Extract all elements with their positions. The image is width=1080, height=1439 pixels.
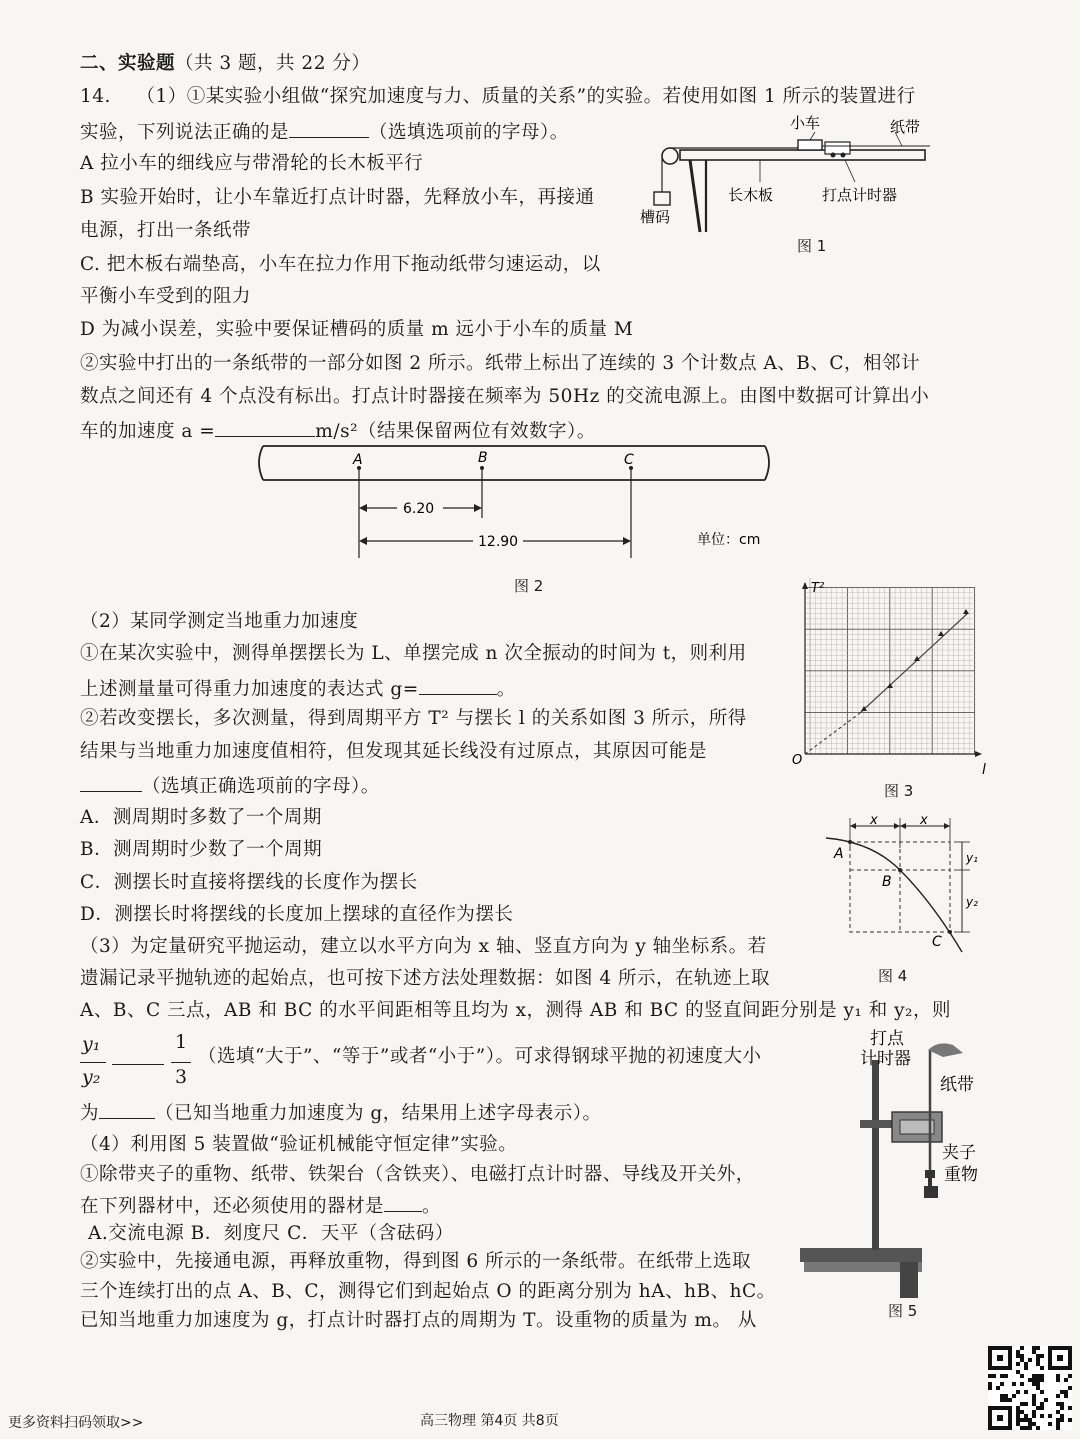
- part1-2-line1: ②实验中打出的一条纸带的一部分如图 2 所示。纸带上标出了连续的 3 个计数点 A、B、C，相邻计: [80, 353, 921, 374]
- figure-4-caption: 图 4: [878, 967, 908, 985]
- answer-blank[interactable]: [384, 1193, 422, 1212]
- fig5-weight-label: 重物: [944, 1165, 978, 1185]
- part4-title: （4）利用图 5 装置做“验证机械能守恒定律”实验。: [80, 1134, 518, 1155]
- option-b-cont: 电源，打出一条纸带: [80, 220, 252, 241]
- fig4-x1: x: [870, 813, 878, 828]
- fraction-bar-2: [171, 1062, 191, 1063]
- part4-1-line1: ①除带夹子的重物、纸带、铁架台（含铁夹）、电磁打点计时器、导线及开关外，: [80, 1164, 755, 1185]
- fig2-distance-ac: 12.90: [478, 534, 519, 550]
- figure-1-apparatus: [640, 112, 940, 242]
- part3-line1: （3）为定量研究平抛运动，建立以水平方向为 x 轴、竖直方向为 y 轴坐标系。若: [80, 936, 767, 957]
- answer-blank[interactable]: [80, 773, 142, 792]
- figure-1-caption: 图 1: [797, 237, 827, 255]
- part1-2-line3: 车的加速度 a = m/s²（结果保留两位有效数字）。: [80, 418, 596, 444]
- fig1-tape-label: 纸带: [890, 118, 921, 136]
- question-14-line2: 实验，下列说法正确的是 （选填选项前的字母）。: [80, 119, 569, 145]
- answer-blank[interactable]: [99, 1100, 155, 1119]
- figure-5-caption: 图 5: [888, 1302, 918, 1320]
- footer-more-resources[interactable]: 更多资料扫码领取>>: [8, 1415, 144, 1431]
- part3-line2: 遗漏记录平抛轨迹的起始点，也可按下述方法处理数据：如图 4 所示，在轨迹上取: [80, 968, 771, 989]
- option-d: D 为减小误差，实验中要保证槽码的质量 m 远小于小车的质量 M: [80, 319, 634, 340]
- part4-2-line1: ②实验中，先接通电源，再释放重物，得到图 6 所示的一条纸带。在纸带上选取: [80, 1251, 752, 1272]
- part2-1-line2: 上述测量量可得重力加速度的表达式 g= 。: [80, 676, 516, 702]
- fig2-distance-ab: 6.20: [403, 501, 435, 517]
- part3-line4: （选填“大于”、“等于”或者“小于”）。可求得钢球平抛的初速度大小: [198, 1046, 762, 1067]
- figure-3-caption: 图 3: [884, 782, 914, 800]
- figure-2-caption: 图 2: [514, 577, 544, 595]
- fraction-1: 1: [175, 1031, 188, 1053]
- answer-blank[interactable]: [215, 418, 315, 437]
- option-c: C. 把木板右端垫高，小车在拉力作用下拖动纸带匀速运动，以: [80, 254, 601, 275]
- fig4-y1: y₁: [966, 851, 978, 865]
- answer-blank[interactable]: [419, 676, 497, 695]
- fig3-y-label: T²: [811, 581, 825, 596]
- fig5-tape-label: 纸带: [940, 1075, 974, 1095]
- fig4-x2: x: [920, 813, 928, 828]
- fig4-point-a: A: [834, 846, 844, 862]
- part2-2-line2: 结果与当地重力加速度值相符，但发现其延长线没有过原点，其原因可能是: [80, 741, 708, 762]
- page-number: 高三物理 第4页 共8页: [420, 1413, 559, 1429]
- fraction-bar: [80, 1062, 106, 1063]
- fig2-unit: 单位：cm: [697, 532, 761, 548]
- part4-2-line3: 已知当地重力加速度为 g，打点计时器打点的周期为 T。设重物的质量为 m。 从: [80, 1310, 757, 1331]
- fig2-point-a: A: [353, 452, 363, 468]
- fig3-origin: O: [792, 753, 803, 768]
- fig1-car-label: 小车: [790, 114, 821, 132]
- part2-option-a: A．测周期时多数了一个周期: [80, 807, 322, 828]
- qr-code[interactable]: [988, 1346, 1072, 1430]
- part4-options: A.交流电源 B．刻度尺 C．天平（含砝码）: [88, 1223, 454, 1244]
- part3-line5: 为 （已知当地重力加速度为 g，结果用上述字母表示）。: [80, 1100, 602, 1126]
- part2-title: （2）某同学测定当地重力加速度: [80, 611, 359, 632]
- fraction-y2: y₂: [82, 1066, 101, 1088]
- part1-2-line2: 数点之间还有 4 个点没有标出。打点计时器接在频率为 50Hz 的交流电源上。由图中数据可计算出小: [80, 386, 930, 407]
- figure-2-tape: [255, 440, 775, 570]
- part2-option-c: C．测摆长时直接将摆线的长度作为摆长: [80, 872, 418, 893]
- part2-2-line3: （选填正确选项前的字母）。: [80, 773, 380, 799]
- part2-2-line1: ②若改变摆长，多次测量，得到周期平方 T² 与摆长 l 的关系如图 3 所示，所得: [80, 708, 747, 729]
- fig2-point-b: B: [478, 450, 488, 466]
- part2-option-b: B．测周期时少数了一个周期: [80, 839, 323, 860]
- part3-line3: A、B、C 三点，AB 和 BC 的水平间距相等且均为 x，测得 AB 和 BC 的竖直间距分别是 y₁ 和 y₂，则: [80, 1000, 951, 1021]
- option-c-cont: 平衡小车受到的阻力: [80, 286, 252, 307]
- figure-3-graph: [790, 578, 990, 778]
- fig5-timer-label-2: 计时器: [860, 1049, 911, 1069]
- fig4-point-c: C: [932, 934, 942, 950]
- part2-1-line1: ①在某次实验中，测得单摆摆长为 L、单摆完成 n 次全振动的时间为 t，则利用: [80, 643, 747, 664]
- part2-option-d: D．测摆长时将摆线的长度加上摆球的直径作为摆长: [80, 904, 514, 925]
- fig2-point-c: C: [624, 452, 634, 468]
- comparison-blank[interactable]: [112, 1046, 164, 1065]
- part4-1-line2: 在下列器材中，还必须使用的器材是 。: [80, 1193, 441, 1219]
- answer-blank[interactable]: [289, 119, 369, 138]
- fig5-clip-label: 夹子: [942, 1143, 976, 1163]
- fraction-3: 3: [175, 1066, 188, 1088]
- question-14-intro: 14. （1）①某实验小组做“探究加速度与力、质量的关系”的实验。若使用如图 1 所示的装置进行: [80, 86, 916, 107]
- section-title: 二、实验题（共 3 题，共 22 分）: [80, 53, 371, 74]
- figure-5-apparatus: [800, 1030, 1020, 1300]
- fig1-board-label: 长木板: [728, 186, 774, 204]
- fig5-timer-label-1: 打点: [870, 1029, 904, 1049]
- fraction-y1: y₁: [82, 1033, 101, 1055]
- fig4-y2: y₂: [966, 895, 978, 909]
- part4-2-line2: 三个连续打出的点 A、B、C，测得它们到起始点 O 的距离分别为 hA、hB、hC。: [80, 1281, 776, 1302]
- option-a: A 拉小车的细线应与带滑轮的长木板平行: [80, 153, 424, 174]
- fig1-timer-label: 打点计时器: [822, 186, 898, 204]
- fig4-point-b: B: [882, 874, 892, 890]
- fig3-x-label: l: [982, 762, 986, 778]
- fig1-weights-label: 槽码: [640, 208, 671, 226]
- figure-4-trajectory: [822, 812, 982, 952]
- option-b: B 实验开始时，让小车靠近打点计时器，先释放小车，再接通: [80, 187, 595, 208]
